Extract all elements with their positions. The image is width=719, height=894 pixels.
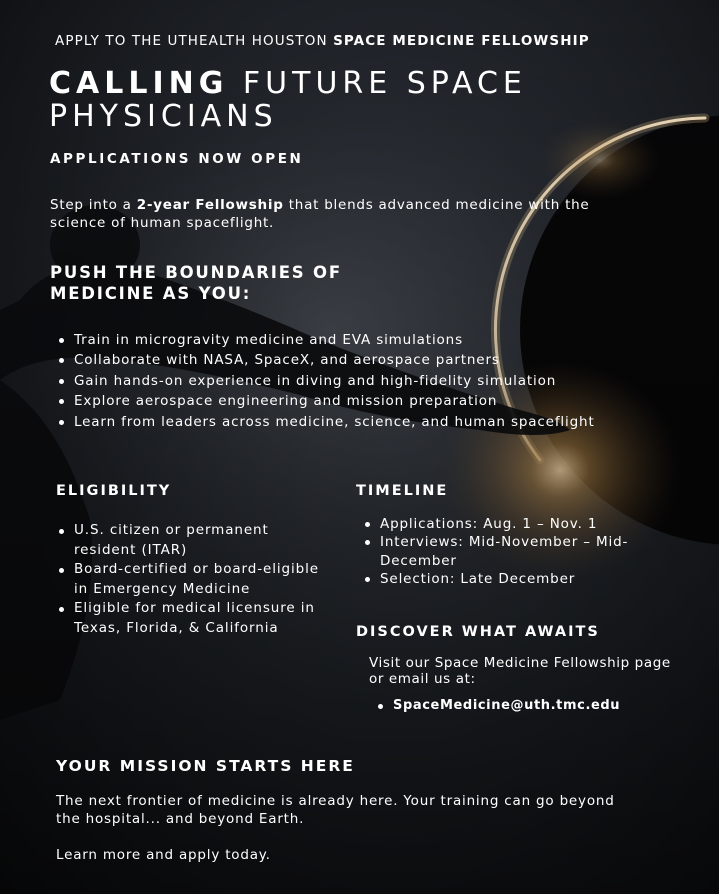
list-item: Interviews: Mid-November – Mid-December xyxy=(362,533,662,570)
list-item: Board-certified or board-eligible in Emergency Medicine xyxy=(56,560,326,599)
intro-after: that blends advanced medicine with the science of human spaceflight. xyxy=(50,197,590,231)
discover-text: Visit our Space Medicine Fellowship page or email us at: xyxy=(369,655,671,687)
headline-line-2: PHYSICIANS xyxy=(49,99,278,134)
list-item: Collaborate with NASA, SpaceX, and aerospace partners xyxy=(56,350,636,370)
mission-text: The next frontier of medicine is already here. Your training can go beyond the hospital... and beyond Earth. xyxy=(56,793,615,827)
list-item: Gain hands-on experience in diving and high-fidelity simulation xyxy=(56,371,636,391)
intro-bold: 2-year Fellowship xyxy=(136,197,284,213)
apply-line xyxy=(55,33,590,49)
mission-heading: YOUR MISSION STARTS HERE xyxy=(56,757,355,775)
list-item: Explore aerospace engineering and mission preparation xyxy=(56,391,636,411)
subheadline: APPLICATIONS NOW OPEN xyxy=(50,151,304,167)
push-heading-line-2: MEDICINE AS YOU: xyxy=(50,284,252,303)
push-heading-line-1: PUSH THE BOUNDARIES OF xyxy=(50,263,342,282)
headline-line-1 xyxy=(49,67,527,100)
timeline-list xyxy=(362,515,662,588)
timeline-heading: TIMELINE xyxy=(356,483,449,499)
headline-bold-word: CALLING xyxy=(49,66,229,101)
email-list xyxy=(375,698,620,713)
headline-rest: FUTURE SPACE xyxy=(242,66,527,101)
push-list xyxy=(56,330,636,432)
apply-prefix: APPLY TO THE UTHEALTH HOUSTON xyxy=(55,33,328,49)
list-item: Eligible for medical licensure in Texas, Florida, & California xyxy=(56,599,326,638)
email-link[interactable]: SpaceMedicine@uth.tmc.edu xyxy=(375,698,620,713)
list-item: Learn from leaders across medicine, science, and human spaceflight xyxy=(56,412,636,432)
list-item: Selection: Late December xyxy=(362,570,662,588)
eligibility-list xyxy=(56,521,326,638)
headline xyxy=(49,67,527,133)
call-to-action: Learn more and apply today. xyxy=(56,847,271,863)
list-item: Applications: Aug. 1 – Nov. 1 xyxy=(362,515,662,533)
discover-heading: DISCOVER WHAT AWAITS xyxy=(356,624,600,640)
eligibility-heading: ELIGIBILITY xyxy=(56,483,172,499)
push-heading xyxy=(50,262,342,304)
list-item: U.S. citizen or permanent resident (ITAR) xyxy=(56,521,326,560)
list-item: Train in microgravity medicine and EVA simulations xyxy=(56,330,636,350)
intro-paragraph xyxy=(50,196,610,232)
program-name: SPACE MEDICINE FELLOWSHIP xyxy=(333,33,590,49)
intro-before: Step into a xyxy=(50,197,132,213)
